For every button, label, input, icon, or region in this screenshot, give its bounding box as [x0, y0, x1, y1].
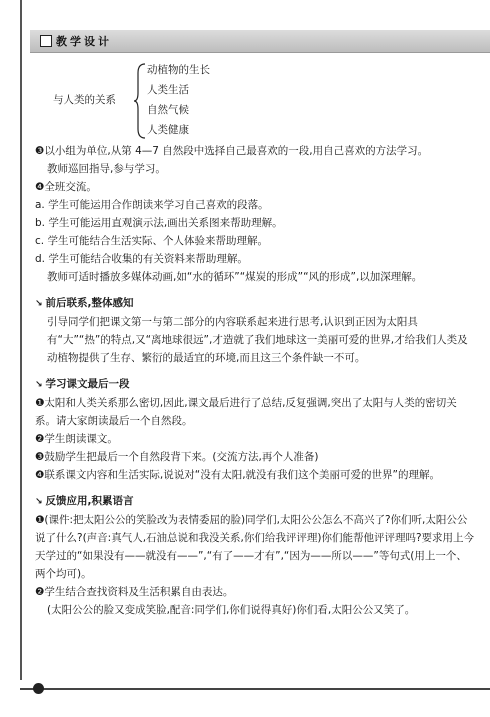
- list-item: ❶太阳和人类关系那么密切,因此,课文最后进行了总结,反复强调,突出了太阳与人类的密切关系。请大家朗读最后一个自然段。: [35, 397, 457, 427]
- list-item: (太阳公公的脸又变成笑脸,配音:同学们,你们说得真好)你们看,太阳公公又笑了。: [47, 604, 416, 616]
- list-item: ❷学生朗读课文。: [35, 433, 118, 445]
- arrow-icon: ↘: [35, 497, 43, 507]
- page-content: [35, 60, 475, 619]
- relationship-diagram: [35, 60, 475, 142]
- section-title: ↘ 前后联系,整体感知: [35, 297, 134, 309]
- diagram-item: 动植物的生长: [147, 64, 210, 76]
- option-b: b. 学生可能运用直观演示法,画出关系图来帮助理解。: [35, 217, 283, 229]
- diagram-label: 与人类的关系: [53, 94, 116, 106]
- section-body: 引导同学们把课文第一与第二部分的内容联系起来进行思考,认识到正因为太阳具有“大”“热”的特点,又“离地球很远”,才造就了我们地球这一美丽可爱的世界,才给我们人类及动植物提供了生存、繁衍的最适宜的环境,而且这三个条件缺一不可。: [47, 316, 468, 364]
- header-title: 教学设计: [56, 35, 112, 48]
- arrow-icon: ↘: [35, 380, 43, 390]
- diagram-item: 人类健康: [147, 124, 189, 136]
- page-header: [30, 30, 490, 53]
- list-item: ❷学生结合查找资料及生活积累自由表达。: [35, 586, 234, 598]
- square-icon: [40, 35, 52, 47]
- diagram-items: [147, 60, 210, 140]
- arrow-icon: ↘: [35, 299, 43, 309]
- teacher-note: 教师巡回指导,参与学习。: [47, 163, 166, 175]
- diagram-item: 自然气候: [147, 104, 189, 116]
- multimedia-note: 教师可适时播放多媒体动画,如“水的循环”“煤炭的形成”“风的形成”,以加深理解。: [47, 271, 423, 283]
- diagram-item: 人类生活: [147, 84, 189, 96]
- section-title: ↘ 反馈应用,积累语言: [35, 495, 134, 507]
- step-4: ❹全班交流。: [35, 181, 97, 193]
- list-item: ❸鼓励学生把最后一个自然段背下来。(交流方法,再个人准备): [35, 451, 319, 463]
- footer-rule: [20, 688, 490, 690]
- left-margin-rule: [20, 0, 22, 680]
- brace-icon: [133, 63, 147, 139]
- list-item: ❶(课件:把太阳公公的笑脸改为表情委屈的脸)同学们,太阳公公怎么不高兴了?你们听,太阳公公说了什么?(声音:真气人,石油总说和我没关系,你们给我评评理)你们能帮他评评理吗?要求用上今天学过的“如果没有——就没有——”,“有了——才有”,“因为——所以——”等句式(用上一个、两个均可)。: [35, 514, 475, 580]
- option-c: c. 学生可能结合生活实际、个人体验来帮助理解。: [35, 235, 268, 247]
- option-a: a. 学生可能运用合作朗读来学习自己喜欢的段落。: [35, 199, 269, 211]
- step-3: ❸以小组为单位,从第 4—7 自然段中选择自己最喜欢的一段,用自己喜欢的方法学习。: [35, 145, 429, 157]
- footer-dot-icon: [33, 683, 44, 694]
- option-d: d. 学生可能结合收集的有关资料来帮助理解。: [35, 253, 248, 265]
- section-title: ↘ 学习课文最后一段: [35, 378, 130, 390]
- list-item: ❹联系课文内容和生活实际,说说对“没有太阳,就没有我们这个美丽可爱的世界”的理解。: [35, 469, 440, 481]
